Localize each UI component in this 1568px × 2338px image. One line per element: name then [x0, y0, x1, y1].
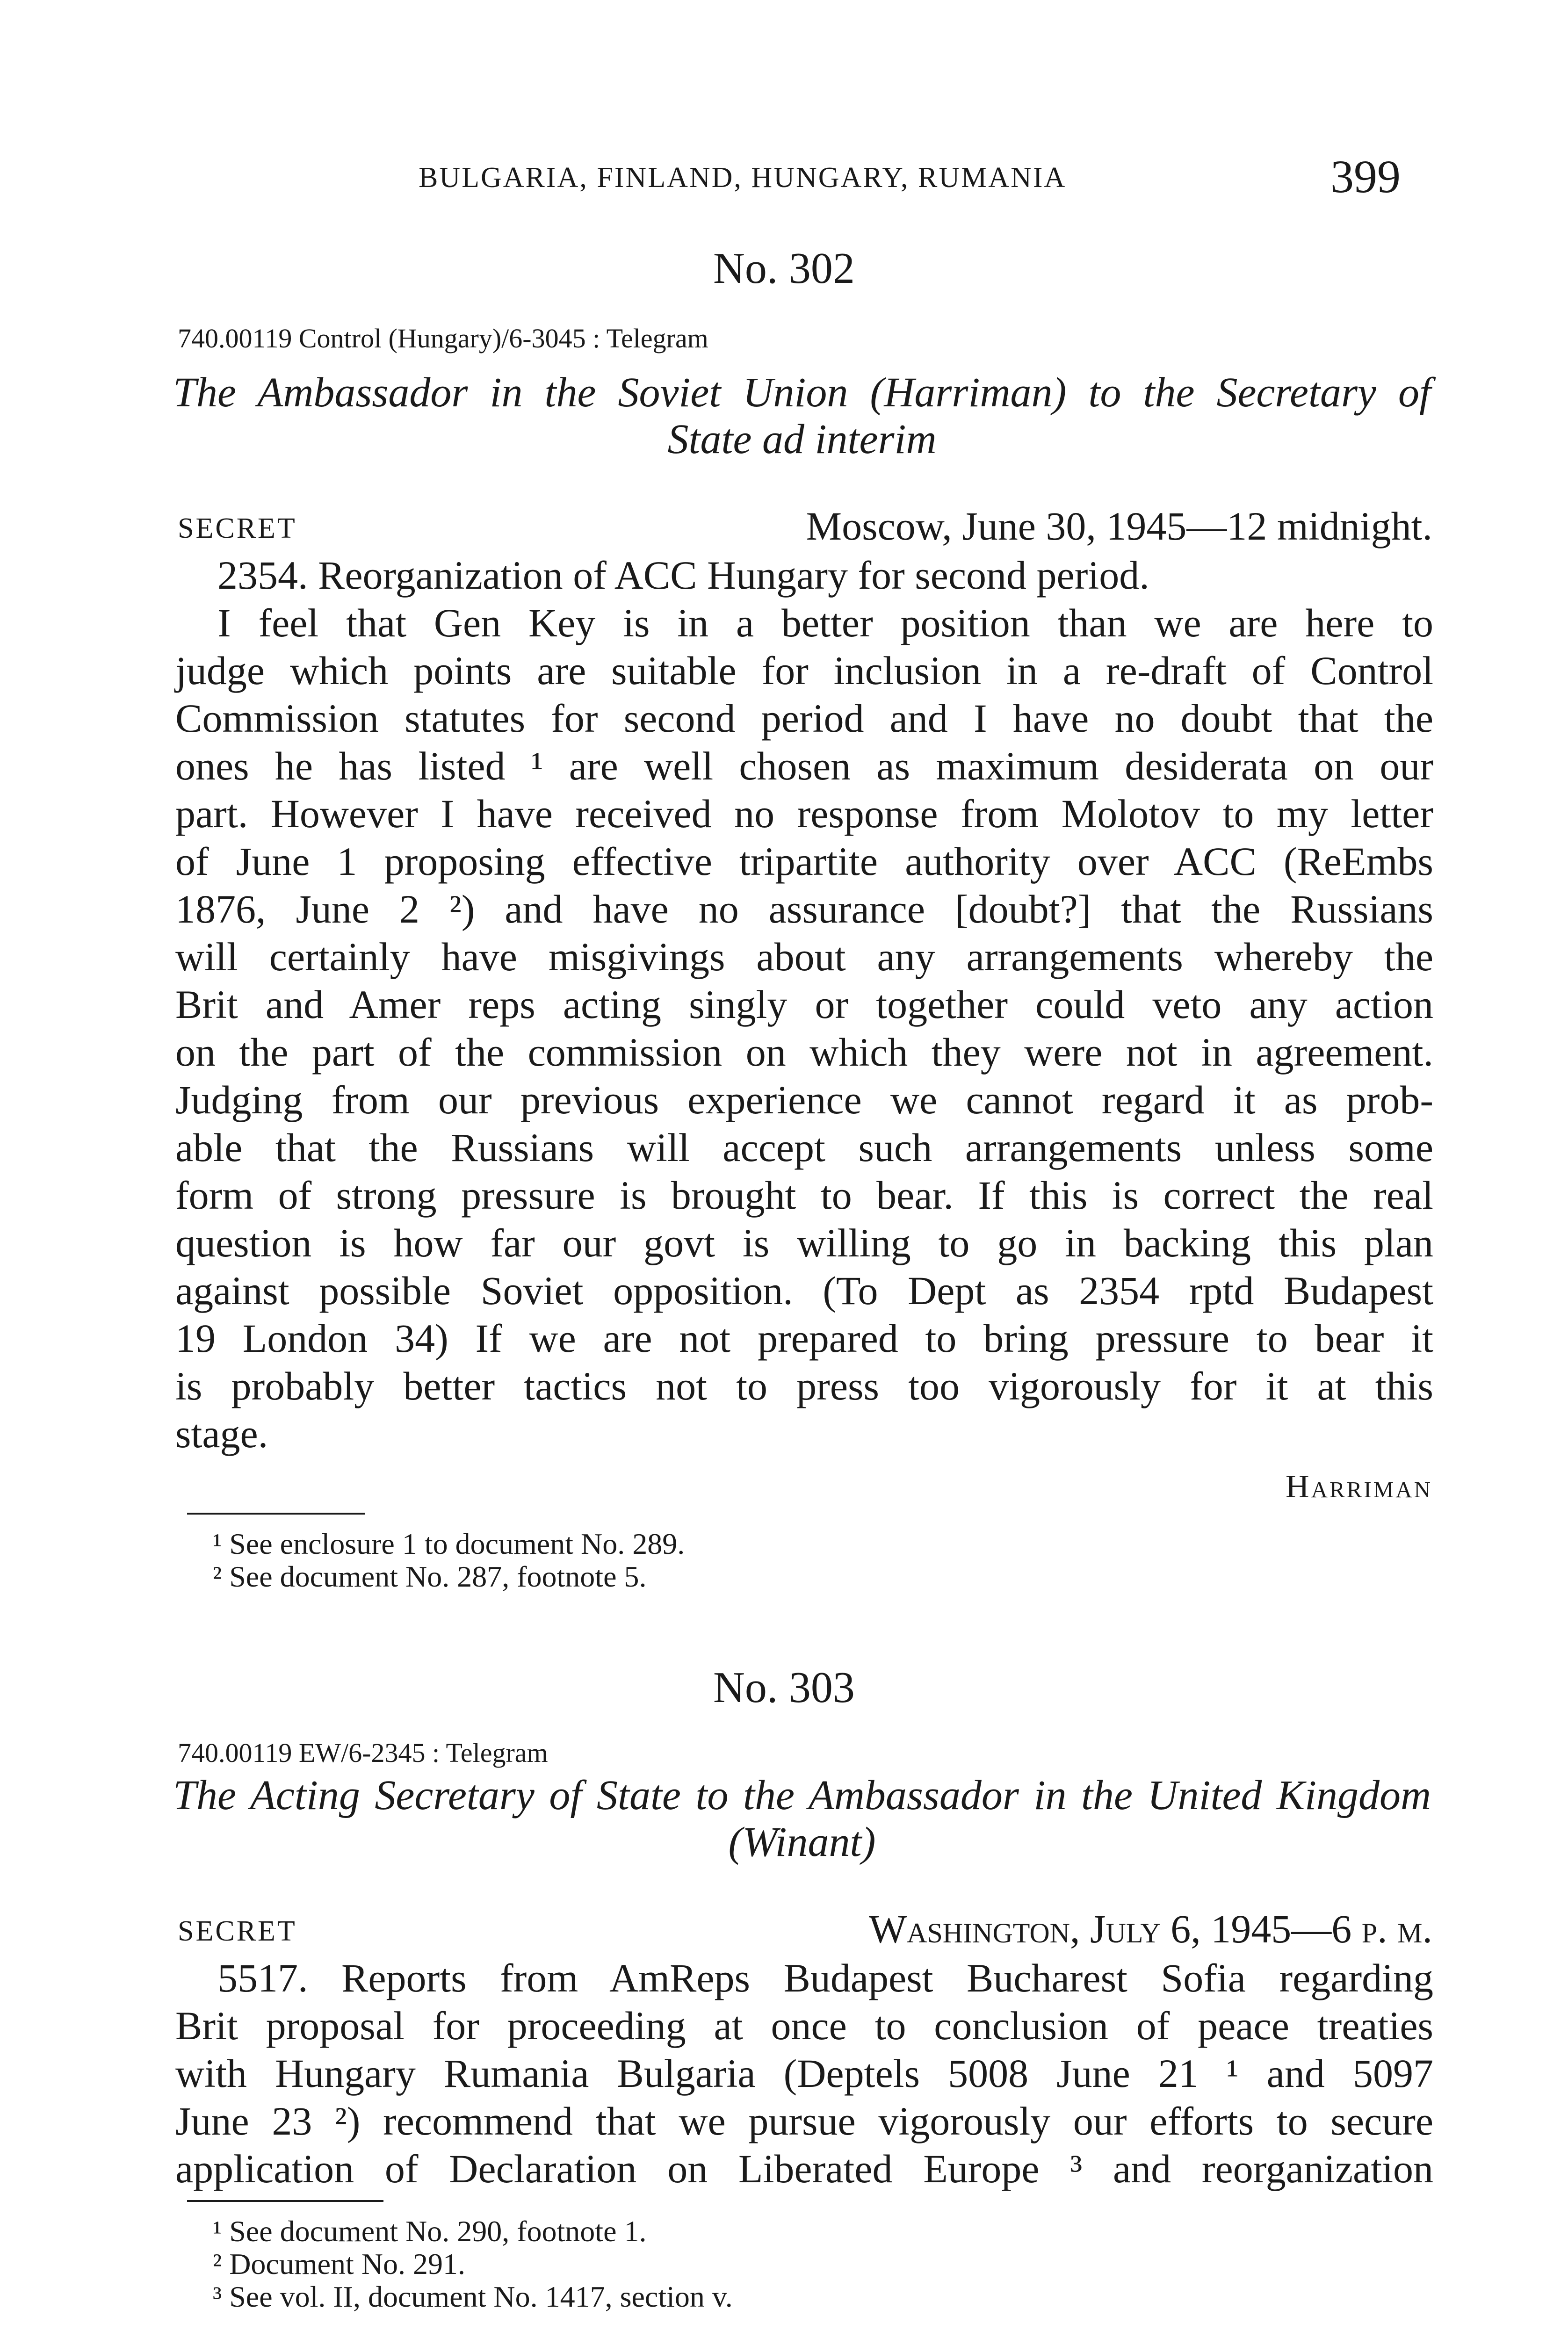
body-line: I feel that Gen Key is in a better position than we are here to	[217, 600, 1433, 645]
running-header: BULGARIA, FINLAND, HUNGARY, RUMANIA	[419, 162, 1067, 194]
body-line: question is how far our govt is willing to go in backing this plan	[175, 1220, 1433, 1265]
body-line: form of strong pressure is brought to bear. If this is correct the real	[175, 1173, 1433, 1218]
document-caption-302	[173, 369, 1431, 463]
dateline-303: Washington, July 6, 1945—6 p. m.	[868, 1906, 1432, 1951]
body-line: June 23 ²) recommend that we pursue vigorously our efforts to secure	[175, 2099, 1433, 2143]
body-line: against possible Soviet opposition. (To Dept as 2354 rptd Budapest	[175, 1268, 1433, 1313]
body-line: with Hungary Rumania Bulgaria (Deptels 5008 June 21 ¹ and 5097	[175, 2051, 1433, 2096]
body-line: 1876, June 2 ²) and have no assurance [doubt?] that the Russians	[175, 887, 1433, 931]
body-line: Judging from our previous experience we cannot regard it as prob-	[175, 1077, 1433, 1122]
file-reference-302: 740.00119 Control (Hungary)/6-3045 : Telegram	[178, 323, 708, 354]
classification-303: SECRET	[178, 1915, 297, 1947]
body-line: 2354. Reorganization of ACC Hungary for second period.	[217, 553, 1149, 598]
body-line: application of Declaration on Liberated Europe ³ and reorganization	[175, 2146, 1433, 2191]
footnote: ³ See vol. II, document No. 1417, section v.	[213, 2280, 733, 2313]
signature-harriman: Harriman	[1286, 1469, 1432, 1505]
body-line: Brit and Amer reps acting singly or together could veto any action	[175, 982, 1433, 1027]
document-number-302: No. 302	[713, 244, 855, 293]
caption-line: State ad interim	[667, 416, 937, 462]
body-line: Commission statutes for second period and I have no doubt that the	[175, 696, 1433, 741]
page-number: 399	[1330, 151, 1401, 202]
dateline-302: Moscow, June 30, 1945—12 midnight.	[806, 504, 1432, 548]
body-line: is probably better tactics not to press too vigorously for it at this	[175, 1364, 1433, 1408]
body-line: of June 1 proposing effective tripartite authority over ACC (ReEmbs	[175, 839, 1433, 884]
body-line: part. However I have received no response from Molotov to my letter	[175, 791, 1433, 836]
body-line: will certainly have misgivings about any arrangements whereby the	[175, 934, 1433, 979]
caption-line: The Acting Secretary of State to the Ambassador in the United Kingdom	[173, 1772, 1431, 1818]
body-line: on the part of the commission on which they were not in agreement.	[175, 1030, 1433, 1075]
footnote: ² Document No. 291.	[213, 2247, 465, 2280]
footnote: ¹ See document No. 290, footnote 1.	[213, 2215, 647, 2248]
footnote: ¹ See enclosure 1 to document No. 289.	[213, 1527, 685, 1560]
footnote: ² See document No. 287, footnote 5.	[213, 1560, 647, 1593]
file-reference-303: 740.00119 EW/6-2345 : Telegram	[178, 1738, 548, 1768]
footnote-divider	[187, 2200, 383, 2202]
body-line: stage.	[175, 1411, 268, 1456]
caption-line: The Ambassador in the Soviet Union (Harriman) to the Secretary of	[173, 369, 1431, 416]
body-line: Brit proposal for proceeding at once to conclusion of peace treaties	[175, 2003, 1433, 2048]
body-line: ones he has listed ¹ are well chosen as maximum desiderata on our	[175, 743, 1433, 788]
caption-line: (Winant)	[728, 1819, 876, 1865]
document-number-303: No. 303	[713, 1663, 855, 1712]
body-line: 5517. Reports from AmReps Budapest Bucharest Sofia regarding	[217, 1956, 1433, 2000]
body-line: able that the Russians will accept such arrangements unless some	[175, 1125, 1433, 1170]
body-line: judge which points are suitable for inclusion in a re-draft of Control	[175, 648, 1433, 693]
classification-302: SECRET	[178, 512, 297, 544]
document-caption-303	[173, 1772, 1431, 1866]
body-line: 19 London 34) If we are not prepared to bring pressure to bear it	[175, 1316, 1433, 1361]
footnote-divider	[187, 1513, 365, 1515]
